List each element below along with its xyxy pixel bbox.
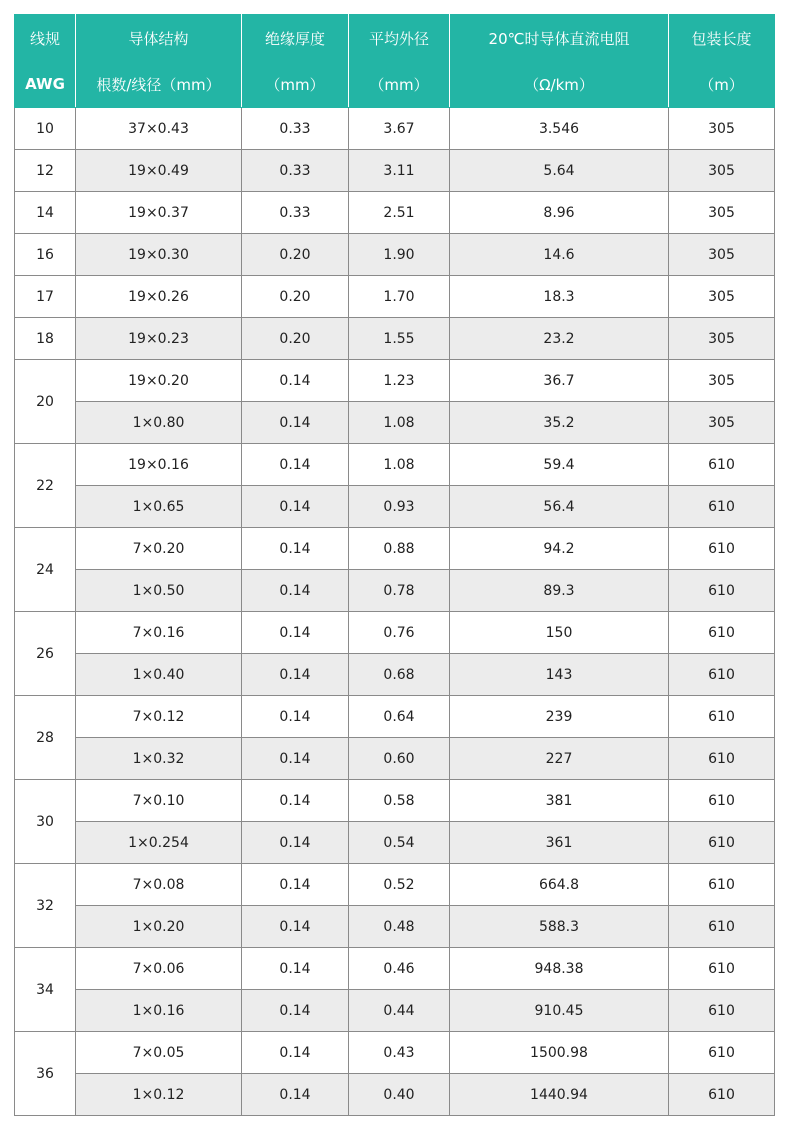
structure-cell: 1×0.40 <box>76 654 242 696</box>
table-header <box>15 15 775 108</box>
diameter-cell: 3.11 <box>349 150 450 192</box>
length-cell: 305 <box>669 234 775 276</box>
length-cell: 305 <box>669 276 775 318</box>
header-awg: AWG <box>15 61 76 108</box>
diameter-cell: 0.93 <box>349 486 450 528</box>
diameter-cell: 1.23 <box>349 360 450 402</box>
insulation-cell: 0.14 <box>242 1032 349 1074</box>
insulation-cell: 0.14 <box>242 1074 349 1116</box>
diameter-cell: 0.40 <box>349 1074 450 1116</box>
structure-cell: 19×0.20 <box>76 360 242 402</box>
diameter-cell: 3.67 <box>349 108 450 150</box>
table-row <box>15 948 775 990</box>
structure-cell: 7×0.10 <box>76 780 242 822</box>
insulation-cell: 0.14 <box>242 780 349 822</box>
table-body <box>15 108 775 1116</box>
resistance-cell: 361 <box>450 822 669 864</box>
insulation-cell: 0.14 <box>242 822 349 864</box>
length-cell: 610 <box>669 570 775 612</box>
header-insulation: 绝缘厚度 <box>242 15 349 62</box>
diameter-cell: 0.88 <box>349 528 450 570</box>
header-resistance: 20℃时导体直流电阻 <box>450 15 669 62</box>
resistance-cell: 59.4 <box>450 444 669 486</box>
resistance-cell: 150 <box>450 612 669 654</box>
diameter-cell: 0.78 <box>349 570 450 612</box>
structure-cell: 19×0.30 <box>76 234 242 276</box>
diameter-cell: 0.48 <box>349 906 450 948</box>
length-cell: 610 <box>669 780 775 822</box>
diameter-cell: 0.43 <box>349 1032 450 1074</box>
table-row <box>15 738 775 780</box>
structure-cell: 1×0.12 <box>76 1074 242 1116</box>
structure-cell: 1×0.80 <box>76 402 242 444</box>
diameter-cell: 1.08 <box>349 444 450 486</box>
diameter-cell: 2.51 <box>349 192 450 234</box>
awg-cell: 30 <box>15 780 76 864</box>
insulation-cell: 0.14 <box>242 654 349 696</box>
table-row <box>15 990 775 1032</box>
insulation-cell: 0.14 <box>242 738 349 780</box>
length-cell: 610 <box>669 948 775 990</box>
table-row <box>15 276 775 318</box>
resistance-cell: 35.2 <box>450 402 669 444</box>
insulation-cell: 0.33 <box>242 150 349 192</box>
length-cell: 610 <box>669 528 775 570</box>
table-row <box>15 612 775 654</box>
table-row <box>15 1032 775 1074</box>
insulation-cell: 0.14 <box>242 864 349 906</box>
table-row <box>15 360 775 402</box>
structure-cell: 1×0.16 <box>76 990 242 1032</box>
length-cell: 610 <box>669 612 775 654</box>
table-row <box>15 906 775 948</box>
table-row <box>15 444 775 486</box>
resistance-cell: 23.2 <box>450 318 669 360</box>
insulation-cell: 0.33 <box>242 192 349 234</box>
structure-cell: 19×0.23 <box>76 318 242 360</box>
diameter-cell: 0.76 <box>349 612 450 654</box>
resistance-cell: 5.64 <box>450 150 669 192</box>
awg-cell: 12 <box>15 150 76 192</box>
length-cell: 305 <box>669 108 775 150</box>
resistance-cell: 239 <box>450 696 669 738</box>
table-row <box>15 654 775 696</box>
table-row <box>15 402 775 444</box>
header-insulation-unit: （mm） <box>242 61 349 108</box>
length-cell: 610 <box>669 990 775 1032</box>
diameter-cell: 1.08 <box>349 402 450 444</box>
diameter-cell: 0.44 <box>349 990 450 1032</box>
resistance-cell: 664.8 <box>450 864 669 906</box>
header-structure-unit: 根数/线径（mm） <box>76 61 242 108</box>
diameter-cell: 1.55 <box>349 318 450 360</box>
length-cell: 610 <box>669 1032 775 1074</box>
resistance-cell: 8.96 <box>450 192 669 234</box>
resistance-cell: 36.7 <box>450 360 669 402</box>
table-row <box>15 234 775 276</box>
awg-cell: 14 <box>15 192 76 234</box>
awg-cell: 18 <box>15 318 76 360</box>
length-cell: 610 <box>669 738 775 780</box>
insulation-cell: 0.14 <box>242 696 349 738</box>
insulation-cell: 0.14 <box>242 402 349 444</box>
insulation-cell: 0.33 <box>242 108 349 150</box>
table-row <box>15 1074 775 1116</box>
table-row <box>15 150 775 192</box>
structure-cell: 19×0.37 <box>76 192 242 234</box>
resistance-cell: 94.2 <box>450 528 669 570</box>
awg-cell: 28 <box>15 696 76 780</box>
insulation-cell: 0.14 <box>242 948 349 990</box>
resistance-cell: 1440.94 <box>450 1074 669 1116</box>
table-row <box>15 192 775 234</box>
insulation-cell: 0.14 <box>242 570 349 612</box>
diameter-cell: 1.90 <box>349 234 450 276</box>
resistance-cell: 948.38 <box>450 948 669 990</box>
length-cell: 610 <box>669 906 775 948</box>
structure-cell: 19×0.49 <box>76 150 242 192</box>
length-cell: 610 <box>669 696 775 738</box>
insulation-cell: 0.20 <box>242 318 349 360</box>
insulation-cell: 0.14 <box>242 528 349 570</box>
resistance-cell: 14.6 <box>450 234 669 276</box>
length-cell: 610 <box>669 654 775 696</box>
awg-cell: 22 <box>15 444 76 528</box>
table-row <box>15 528 775 570</box>
header-length-unit: （m） <box>669 61 775 108</box>
length-cell: 610 <box>669 486 775 528</box>
awg-cell: 24 <box>15 528 76 612</box>
structure-cell: 7×0.08 <box>76 864 242 906</box>
resistance-cell: 18.3 <box>450 276 669 318</box>
length-cell: 610 <box>669 822 775 864</box>
table-row <box>15 864 775 906</box>
insulation-cell: 0.14 <box>242 360 349 402</box>
insulation-cell: 0.14 <box>242 612 349 654</box>
awg-cell: 10 <box>15 108 76 150</box>
structure-cell: 1×0.65 <box>76 486 242 528</box>
header-length: 包装长度 <box>669 15 775 62</box>
diameter-cell: 0.52 <box>349 864 450 906</box>
table-row <box>15 696 775 738</box>
diameter-cell: 0.58 <box>349 780 450 822</box>
awg-cell: 17 <box>15 276 76 318</box>
length-cell: 305 <box>669 150 775 192</box>
structure-cell: 7×0.12 <box>76 696 242 738</box>
insulation-cell: 0.14 <box>242 444 349 486</box>
awg-cell: 34 <box>15 948 76 1032</box>
length-cell: 610 <box>669 444 775 486</box>
structure-cell: 7×0.20 <box>76 528 242 570</box>
insulation-cell: 0.14 <box>242 906 349 948</box>
resistance-cell: 381 <box>450 780 669 822</box>
diameter-cell: 0.64 <box>349 696 450 738</box>
structure-cell: 19×0.16 <box>76 444 242 486</box>
header-resistance-unit: （Ω/km） <box>450 61 669 108</box>
diameter-cell: 0.68 <box>349 654 450 696</box>
length-cell: 305 <box>669 402 775 444</box>
awg-cell: 20 <box>15 360 76 444</box>
awg-cell: 26 <box>15 612 76 696</box>
structure-cell: 7×0.05 <box>76 1032 242 1074</box>
resistance-cell: 56.4 <box>450 486 669 528</box>
table-row <box>15 108 775 150</box>
insulation-cell: 0.14 <box>242 486 349 528</box>
structure-cell: 1×0.20 <box>76 906 242 948</box>
header-diameter-unit: （mm） <box>349 61 450 108</box>
awg-cell: 16 <box>15 234 76 276</box>
resistance-cell: 143 <box>450 654 669 696</box>
header-diameter: 平均外径 <box>349 15 450 62</box>
insulation-cell: 0.20 <box>242 276 349 318</box>
structure-cell: 37×0.43 <box>76 108 242 150</box>
diameter-cell: 1.70 <box>349 276 450 318</box>
length-cell: 305 <box>669 360 775 402</box>
insulation-cell: 0.20 <box>242 234 349 276</box>
length-cell: 610 <box>669 1074 775 1116</box>
resistance-cell: 227 <box>450 738 669 780</box>
structure-cell: 1×0.254 <box>76 822 242 864</box>
wire-spec-table <box>14 14 775 1116</box>
resistance-cell: 588.3 <box>450 906 669 948</box>
diameter-cell: 0.46 <box>349 948 450 990</box>
resistance-cell: 1500.98 <box>450 1032 669 1074</box>
structure-cell: 7×0.06 <box>76 948 242 990</box>
awg-cell: 36 <box>15 1032 76 1116</box>
header-structure: 导体结构 <box>76 15 242 62</box>
table-row <box>15 780 775 822</box>
insulation-cell: 0.14 <box>242 990 349 1032</box>
header-awg-cn: 线规 <box>15 15 76 62</box>
structure-cell: 1×0.50 <box>76 570 242 612</box>
resistance-cell: 3.546 <box>450 108 669 150</box>
table-row <box>15 570 775 612</box>
length-cell: 610 <box>669 864 775 906</box>
table-row <box>15 318 775 360</box>
table-row <box>15 822 775 864</box>
structure-cell: 1×0.32 <box>76 738 242 780</box>
structure-cell: 7×0.16 <box>76 612 242 654</box>
structure-cell: 19×0.26 <box>76 276 242 318</box>
resistance-cell: 89.3 <box>450 570 669 612</box>
table-row <box>15 486 775 528</box>
awg-cell: 32 <box>15 864 76 948</box>
diameter-cell: 0.60 <box>349 738 450 780</box>
length-cell: 305 <box>669 318 775 360</box>
diameter-cell: 0.54 <box>349 822 450 864</box>
resistance-cell: 910.45 <box>450 990 669 1032</box>
length-cell: 305 <box>669 192 775 234</box>
